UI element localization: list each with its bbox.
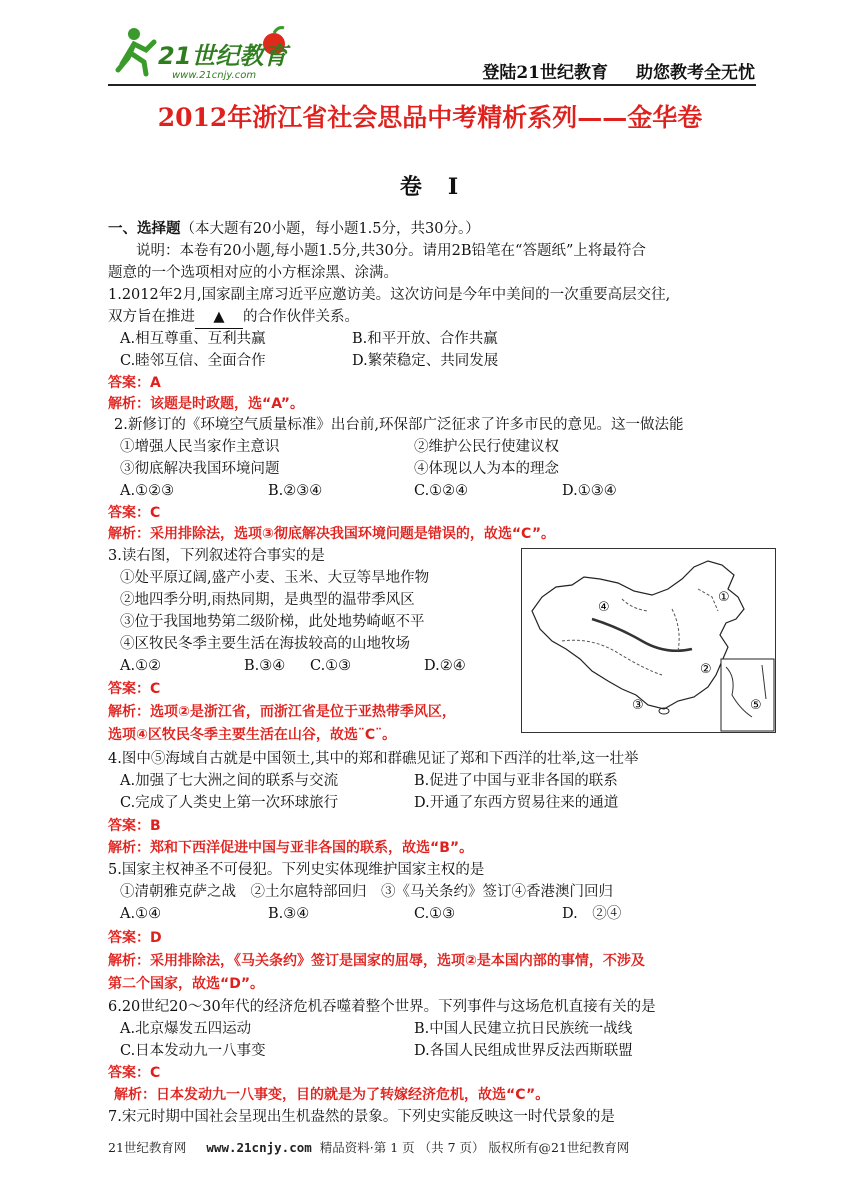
header-slogan: [482, 58, 755, 83]
instructions-line-2: 题意的一个选项相对应的小方框涂黑、涂满。: [108, 265, 398, 281]
map-label-2: ②: [700, 662, 712, 677]
q2-option-d: D.①③④: [562, 483, 617, 499]
svg-text:www.21cnjy.com: www.21cnjy.com: [172, 70, 257, 81]
china-outline: [532, 561, 744, 709]
q1-option-c: C.睦邻互信、全面合作: [120, 353, 266, 369]
q2-option-c: C.①②④: [414, 483, 469, 499]
map-label-1: ①: [718, 590, 730, 605]
q1-option-a: A.相互尊重、互利共赢: [120, 331, 266, 347]
part-heading: [108, 218, 480, 240]
q6-analysis: 解析：日本发动九一八事变，目的就是为了转嫁经济危机，故选“C”。: [114, 1087, 550, 1103]
q3-option-d: D.②④: [424, 658, 466, 674]
page-footer: [108, 1138, 629, 1156]
q4-option-d: D.开通了东西方贸易往来的通道: [414, 795, 619, 811]
section-title: 卷 I: [399, 174, 461, 200]
q3-analysis-1: 解析：选项②是浙江省，而浙江省是位于亚热带季风区，: [108, 704, 456, 720]
q6-answer: 答案：C: [108, 1065, 161, 1081]
q1-analysis: 解析：该题是时政题，选“A”。: [108, 396, 304, 412]
q5-answer: 答案：D: [108, 930, 162, 946]
q1-option-d: D.繁荣稳定、共同发展: [352, 353, 499, 369]
q6-option-c: C.日本发动九一八事变: [120, 1043, 266, 1059]
q1-blank: ▲: [195, 306, 243, 329]
q2-item-1: ①增强人民当家作主意识: [120, 439, 280, 455]
q3-analysis-2: 选项④区牧民冬季主要生活在山谷，故选¨C¨。: [108, 727, 397, 743]
q2-option-a: A.①②③: [120, 483, 175, 499]
q3-item-4: ④区牧民冬季主要生活在海拔较高的山地牧场: [120, 636, 410, 652]
q7-stem: 7.宋元时期中国社会呈现出生机盎然的景象。下列史实能反映这一时代景象的是: [108, 1109, 615, 1125]
q1-stem-2: [108, 306, 359, 329]
instructions-line-1: 说明：本卷有20小题,每小题1.5分,共30分。请用2B铅笔在“答题纸”上将最符合: [136, 243, 646, 259]
q4-answer: 答案：B: [108, 818, 161, 834]
q4-option-c: C.完成了人类史上第一次环球旅行: [120, 795, 339, 811]
site-logo: [110, 20, 310, 84]
q5-option-d: D. ②④: [562, 906, 622, 922]
part-heading-title: 一、选择题: [108, 221, 181, 237]
q1-option-b: B.和平开放、合作共赢: [352, 331, 498, 347]
q5-analysis-2: 第二个国家，故选“D”。: [108, 976, 265, 992]
map-label-5: ⑤: [750, 698, 762, 713]
q5-option-a: A.①④: [120, 906, 162, 922]
q5-analysis-1: 解析：采用排除法，《马关条约》签订是国家的屈辱，选项②是本国内部的事情，不涉及: [108, 953, 645, 969]
q3-answer: 答案：C: [108, 681, 161, 697]
q5-option-b: B.③④: [268, 906, 310, 922]
q1-stem-1: 1.2012年2月,国家副主席习近平应邀访美。这次访问是今年中美间的一次重要高层交往,: [108, 287, 671, 303]
q5-items: ①清朝雅克萨之战 ②土尔扈特部回归 ③《马关条约》签订④香港澳门回归: [120, 884, 613, 900]
map-label-3: ③: [632, 698, 644, 713]
q5-stem: 5.国家主权神圣不可侵犯。下列史实体现维护国家主权的是: [108, 862, 485, 878]
q2-answer: 答案：C: [108, 505, 161, 521]
q2-stem: 2.新修订的《环境空气质量标准》出台前,环保部广泛征求了许多市民的意见。这一做法能: [114, 417, 684, 433]
q1-stem-2b: 的合作伙伴关系。: [243, 309, 359, 325]
map-label-4: ④: [598, 600, 610, 615]
q3-item-1: ①处平原辽阔,盛产小麦、玉米、大豆等旱地作物: [120, 570, 430, 586]
footer-page-info: 精品资料·第 1 页 （共 7 页） 版权所有@21世纪教育网: [319, 1140, 630, 1155]
q6-option-b: B.中国人民建立抗日民族统一战线: [414, 1021, 633, 1037]
slogan-right: 助您教考全无忧: [636, 63, 755, 83]
running-figure-icon: [118, 28, 154, 74]
q4-stem: 4.图中⑤海域自古就是中国领土,其中的郑和群礁见证了郑和下西洋的壮举,这一壮举: [108, 751, 639, 767]
svg-text:21世纪教育: 21世纪教育: [158, 42, 288, 70]
q2-analysis: 解析：采用排除法，选项③彻底解决我国环境问题是错误的，故选“C”。: [108, 526, 556, 542]
footer-url[interactable]: www.21cnjy.com: [206, 1140, 312, 1155]
q2-item-4: ④体现以人为本的理念: [414, 461, 559, 477]
q2-item-2: ②维护公民行使建议权: [414, 439, 559, 455]
q6-stem: 6.20世纪20～30年代的经济危机吞噬着整个世界。下列事件与这场危机直接有关的是: [108, 999, 656, 1015]
q3-stem: 3.读右图，下列叙述符合事实的是: [108, 548, 325, 564]
q1-stem-2a: 双方旨在推进: [108, 309, 195, 325]
page-title: 2012年浙江省社会思品中考精析系列——金华卷: [157, 103, 703, 132]
q2-item-3: ③彻底解决我国环境问题: [120, 461, 280, 477]
q1-answer: 答案：A: [108, 375, 161, 391]
q4-analysis: 解析：郑和下西洋促进中国与亚非各国的联系，故选“B”。: [108, 840, 474, 856]
q6-option-d: D.各国人民组成世界反法西斯联盟: [414, 1043, 633, 1059]
q3-item-2: ②地四季分明,雨热同期，是典型的温带季风区: [120, 592, 415, 608]
q3-item-3: ③位于我国地势第二级阶梯，此处地势崎岖不平: [120, 614, 425, 630]
china-map-figure: [521, 548, 776, 733]
q2-option-b: B.②③④: [268, 483, 323, 499]
slogan-left: 登陆21世纪教育: [482, 63, 608, 83]
q4-option-b: B.促进了中国与亚非各国的联系: [414, 773, 618, 789]
q3-option-c: C.①③: [310, 658, 352, 674]
q3-option-b: B.③④: [244, 658, 286, 674]
q5-option-c: C.①③: [414, 906, 456, 922]
part-heading-note: （本大题有20小题，每小题1.5分，共30分。）: [180, 221, 480, 237]
q6-option-a: A.北京爆发五四运动: [120, 1021, 252, 1037]
footer-site-name: 21世纪教育网: [108, 1140, 187, 1155]
q3-option-a: A.①②: [120, 658, 162, 674]
header-divider: [108, 84, 756, 86]
q4-option-a: A.加强了七大洲之间的联系与交流: [120, 773, 339, 789]
